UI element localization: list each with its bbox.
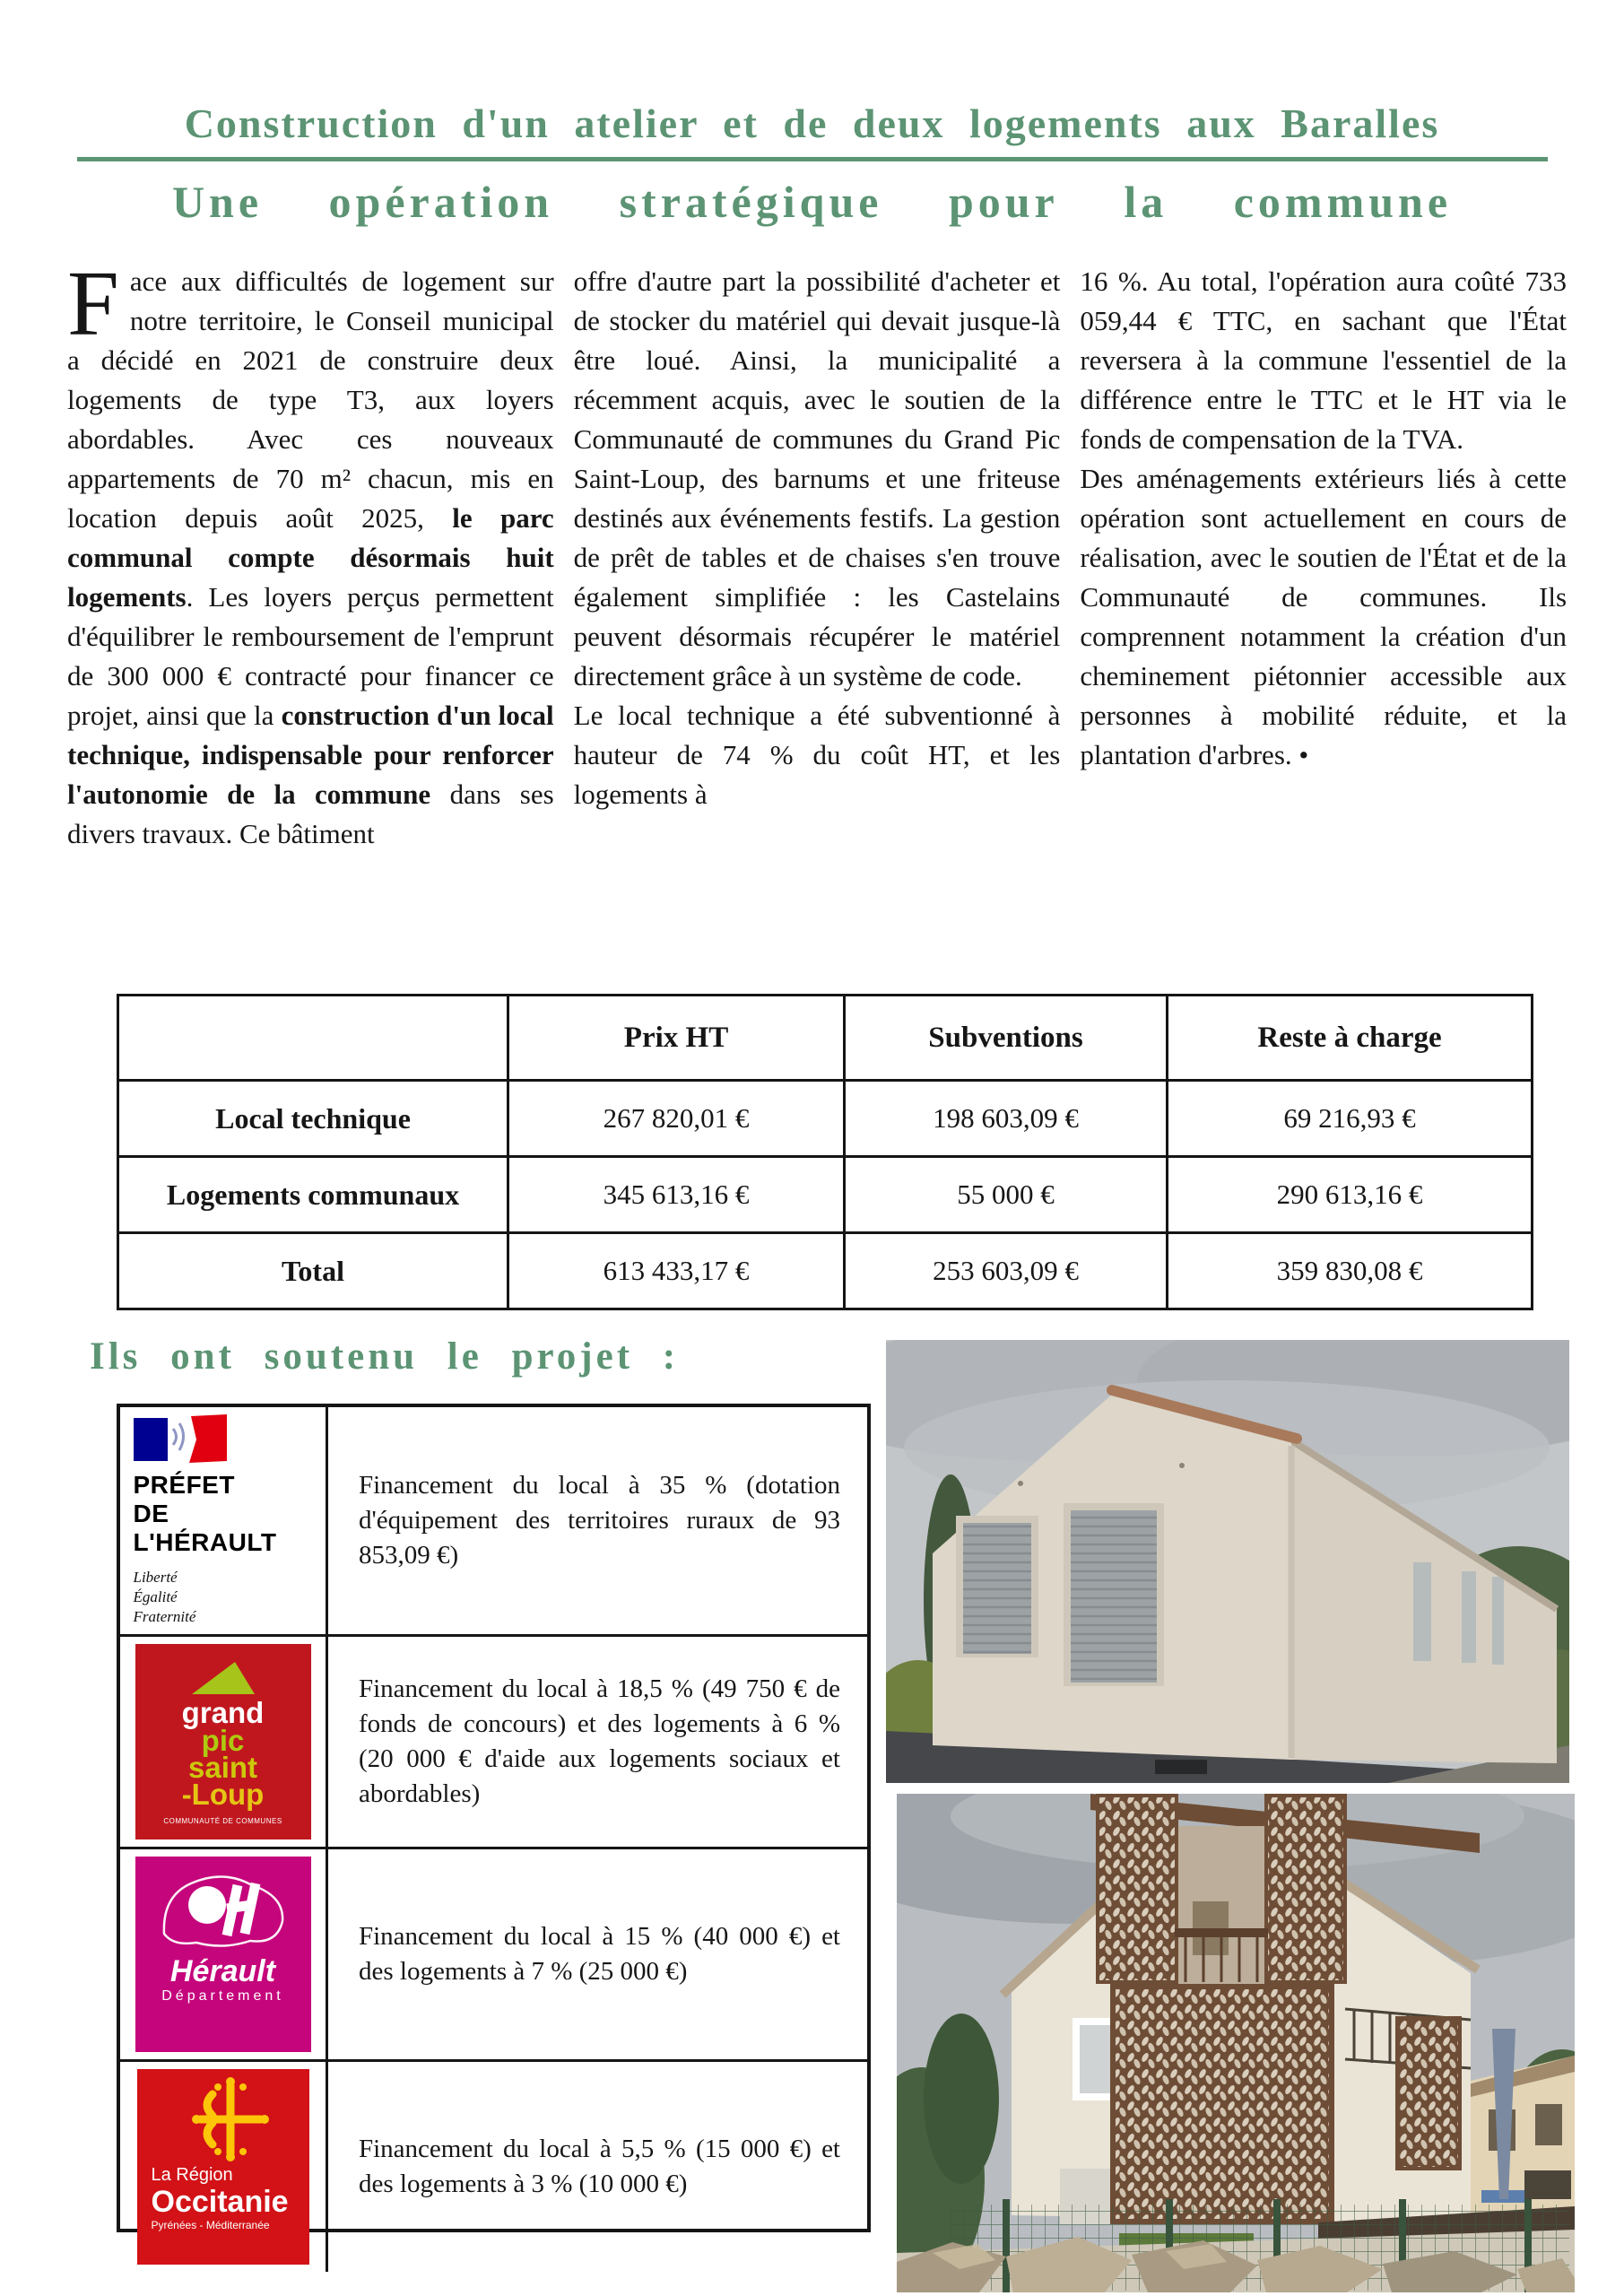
occitan-cross-icon [182,2074,279,2164]
drop-cap: F [67,252,119,355]
article-paragraph: 16 %. Au total, l'opération aura coûté 733 059,44 € TTC, en sachant que l'État reversera à la commune l'essentiel de la différence entre le TTC et le HT via le fonds de compensation de la TVA. [1080,265,1568,455]
article-column-1 [67,252,554,854]
supporter-financing-text: Financement du local à 18,5 % (49 750 € de fonds de concours) et des logements à 6 % (20 000 € d'aide aux logements sociaux et abordables) [328,1637,867,1849]
logo-subtext: Département [161,1988,284,2004]
row-label: Total [118,1233,508,1309]
cell-prix-ht: 613 433,17 € [508,1233,845,1309]
cost-table-header-empty [118,996,508,1081]
article-paragraph: Le local technique a été subventionné à hauteur de 74 % du coût HT, et les logements à [573,700,1061,810]
french-flag-icon [134,1414,227,1466]
logo-region-occitanie [120,2062,328,2272]
cell-reste: 359 830,08 € [1168,1233,1533,1309]
article-paragraph: offre d'autre part la possibilité d'acheter et de stocker du matériel qui devait jusque-là être loué. Ainsi, la municipalité a récemment acquis, avec le soutien de la Communauté de communes du Grand Pic Saint-Loup, des barnums et une friteuse destinés aux événements festifs. La gestion de prêt de tables et de chaises s'en trouve également simplifiée : les Castelains peuvent désormais récupérer le matériel directement grâce à un système de code. [573,265,1061,691]
logo-grand-pic-saint-loup [120,1637,328,1849]
logo-text: DE L'HÉRAULT [133,1500,277,1556]
article-column-3 [1080,262,1567,854]
cell-subventions: 198 603,09 € [845,1081,1168,1157]
logo-subtext: Pyrénées - Méditerranée [151,2219,270,2231]
body-text-bold: le parc communal compte désormais huit logements [67,502,554,613]
body-text: dans ses divers travaux. Ce bâtiment [67,778,554,849]
supporter-financing-text: Financement du local à 5,5 % (15 000 €) et des logements à 3 % (10 000 €) [359,2135,840,2198]
article-paragraph: Des aménagements extérieurs liés à cette opération sont actuellement en cours de réalisation, avec le soutien de l'État et de la Communauté de communes. Ils comprennent notamment la création d'un cheminement piétonnier accessible aux personnes à mobilité réduite, et la plantation d'arbres. • [1080,463,1568,770]
logo-text: Occitanie [151,2185,289,2219]
table-row [118,1157,1533,1233]
table-row [118,1081,1533,1157]
article-subtitle: Une opération stratégique pour la commune [171,176,1453,227]
supporters-table [117,1404,871,2232]
cost-table-header-reste: Reste à charge [1168,996,1533,1081]
logo-text: Hérault [169,1954,276,1988]
body-text: ace aux difficultés de logement sur notre territoire, le Conseil municipal a décidé en 2021 de construire deux logements de type T3, aux loyers abordables. Avec ces nouveaux appartements de 70 m² chacun, mis en location depuis août 2025, [67,265,554,534]
cell-subventions: 55 000 € [845,1157,1168,1233]
photo-logements-communaux [897,1794,1575,2292]
cell-subventions: 253 603,09 € [845,1233,1168,1309]
article-column-2 [574,262,1061,854]
cost-table-header-subventions: Subventions [845,996,1168,1081]
herault-map-monogram-icon [152,1862,295,1955]
cell-prix-ht: 267 820,01 € [508,1081,845,1157]
cell-reste: 69 216,93 € [1168,1081,1533,1157]
logo-text: -Loup [181,1778,265,1811]
article-paragraph [67,252,554,854]
cost-table-header-prix-ht: Prix HT [508,996,845,1081]
body-text: . Les loyers perçus permettent d'équilibrer le remboursement de l'emprunt de 300 000 € contracté pour financer ce projet, ainsi que la [67,581,554,731]
cost-table-header-row [118,996,1533,1081]
supporter-financing-text: Financement du local à 15 % (40 000 €) et des logements à 7 % (25 000 €) [328,1849,867,2062]
cost-table [117,994,1533,1310]
logo-prefet-herault [120,1407,328,1637]
cell-reste: 290 613,16 € [1168,1157,1533,1233]
row-label: Local technique [118,1081,508,1157]
logo-text: pic [201,1724,245,1757]
logo-text: saint [187,1751,258,1784]
logo-motto: Liberté Égalité Fraternité [133,1569,196,1625]
body-text-bold: construction d'un local technique, indispensable pour renforcer l'autonomie de la commune [67,700,554,810]
logo-subtext: COMMUNAUTÉ DE COMMUNES [163,1817,282,1825]
supporters-heading: Ils ont soutenu le projet : [90,1335,680,1378]
logo-herault-departement [120,1849,328,2062]
article-body [67,252,1568,854]
mountain-triangle-icon [185,1657,262,1696]
supporter-financing-text: Financement du local à 35 % (dotation d'équipement des territoires ruraux de 93 853,09 €) [328,1407,867,1637]
photo-local-technique [886,1340,1569,1783]
logo-text: grand [181,1696,265,1729]
cell-prix-ht: 345 613,16 € [508,1157,845,1233]
article-title: Construction d'un atelier et de deux logements aux Baralles [77,100,1548,161]
logo-text: La Région [151,2165,233,2185]
row-label: Logements communaux [118,1157,508,1233]
table-row [118,1233,1533,1309]
masthead [0,100,1624,228]
logo-text: PRÉFET [133,1471,235,1499]
